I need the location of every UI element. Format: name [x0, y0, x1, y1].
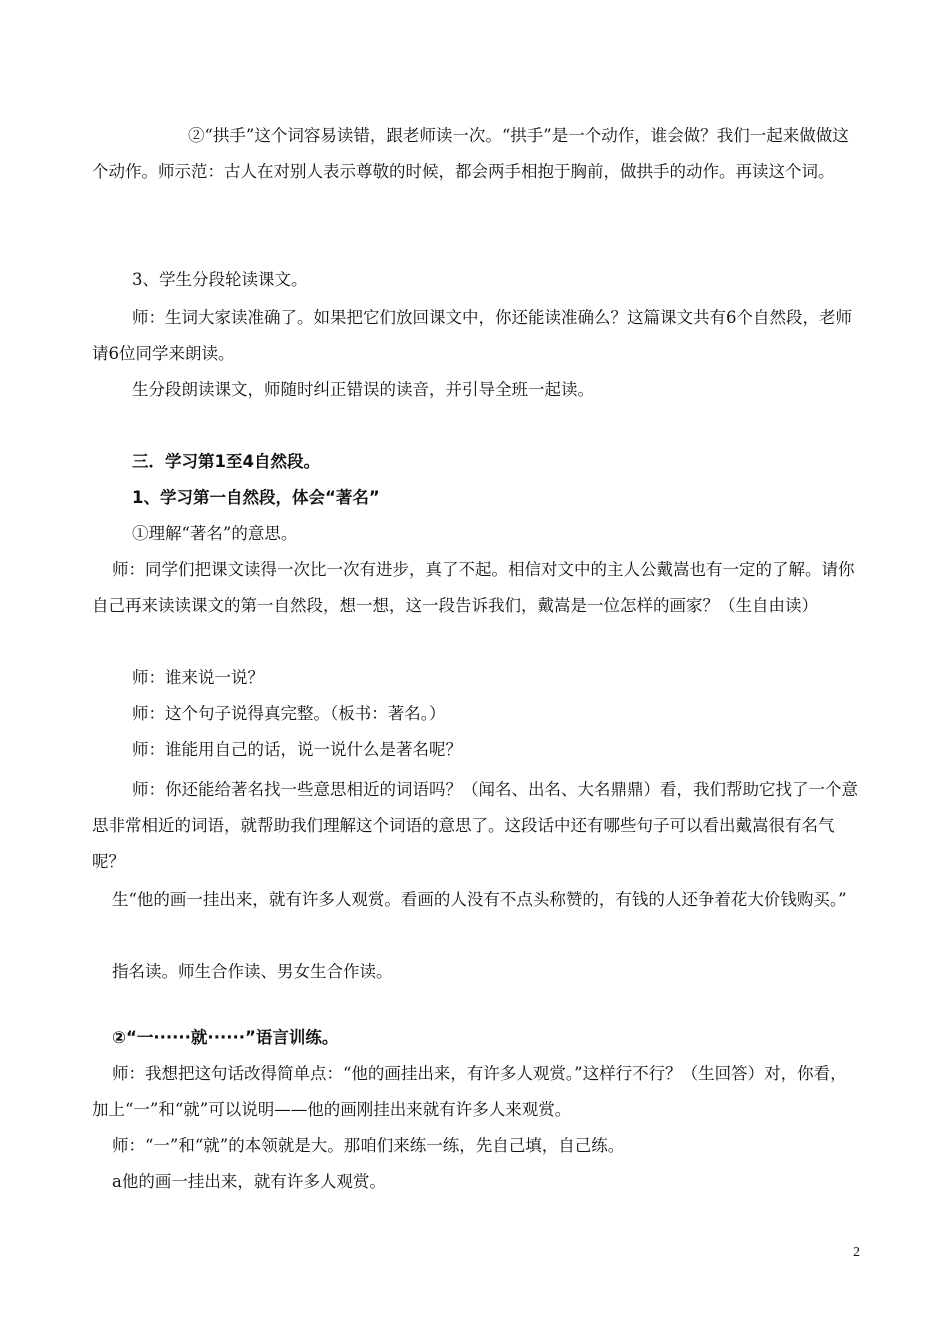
heading-step-3: 3、学生分段轮读课文。 — [132, 270, 308, 289]
section-heading-3: 三．学习第1至4自然段。 — [132, 452, 320, 471]
page-number: 2 — [853, 1245, 860, 1260]
paragraph-teacher-ask: 师：谁来说一说？ — [132, 668, 264, 687]
subheading-2: ②“一······就······”语言训练。 — [112, 1028, 339, 1047]
paragraph-practice: 师：“一”和“就”的本领就是大。那咱们来练一练，先自己填，自己练。 — [112, 1136, 625, 1155]
paragraph-teacher-intro: 师：同学们把课文读得一次比一次有进步，真了不起。相信对文中的主人公戴嵩也有一定的了解。请你自己再来读读课文的第一自然段，想一想，这一段告诉我们，戴嵩是一位怎样的画家？（生自由读） — [92, 560, 855, 615]
paragraph-understand-zhuming: ①理解“著名”的意思。 — [132, 524, 298, 543]
paragraph-teacher-synonyms: 师：你还能给著名找一些意思相近的词语吗？（闻名、出名、大名鼎鼎）看，我们帮助它找了一个意思非常相近的词语，就帮助我们理解这个词语的意思了。这段话中还有哪些句子可以看出戴嵩很有名气呢？ — [92, 780, 858, 871]
paragraph-example-a: a他的画一挂出来，就有许多人观赏。 — [112, 1172, 386, 1191]
paragraph-teacher-reread: 师：生词大家读准确了。如果把它们放回课文中，你还能读准确么？这篇课文共有6个自然段，老师请6位同学来朗读。 — [92, 308, 852, 363]
paragraph-student-quote: 生“他的画一挂出来，就有许多人观赏。看画的人没有不点头称赞的，有钱的人还争着花大价钱购买。” — [112, 890, 847, 909]
paragraph-simplify: 师：我想把这句话改得简单点：“他的画挂出来，有许多人观赏。”这样行不行？（生回答）对，你看，加上“一”和“就”可以说明——他的画刚挂出来就有许多人来观赏。 — [92, 1064, 847, 1119]
paragraph-gongshou: ②“拱手”这个词容易读错，跟老师读一次。“拱手”是一个动作，谁会做？我们一起来做做这个动作。师示范：古人在对别人表示尊敬的时候，都会两手相抱于胸前，做拱手的动作。再读这个词。 — [92, 126, 849, 181]
paragraph-teacher-define: 师：谁能用自己的话，说一说什么是著名呢？ — [132, 740, 462, 759]
paragraph-teacher-praise: 师：这个句子说得真完整。（板书：著名。） — [132, 704, 446, 723]
subheading-1: 1、学习第一自然段，体会“著名” — [132, 488, 380, 507]
paragraph-group-read: 指名读。师生合作读、男女生合作读。 — [112, 962, 393, 981]
paragraph-student-read: 生分段朗读课文，师随时纠正错误的读音，并引导全班一起读。 — [132, 380, 594, 399]
